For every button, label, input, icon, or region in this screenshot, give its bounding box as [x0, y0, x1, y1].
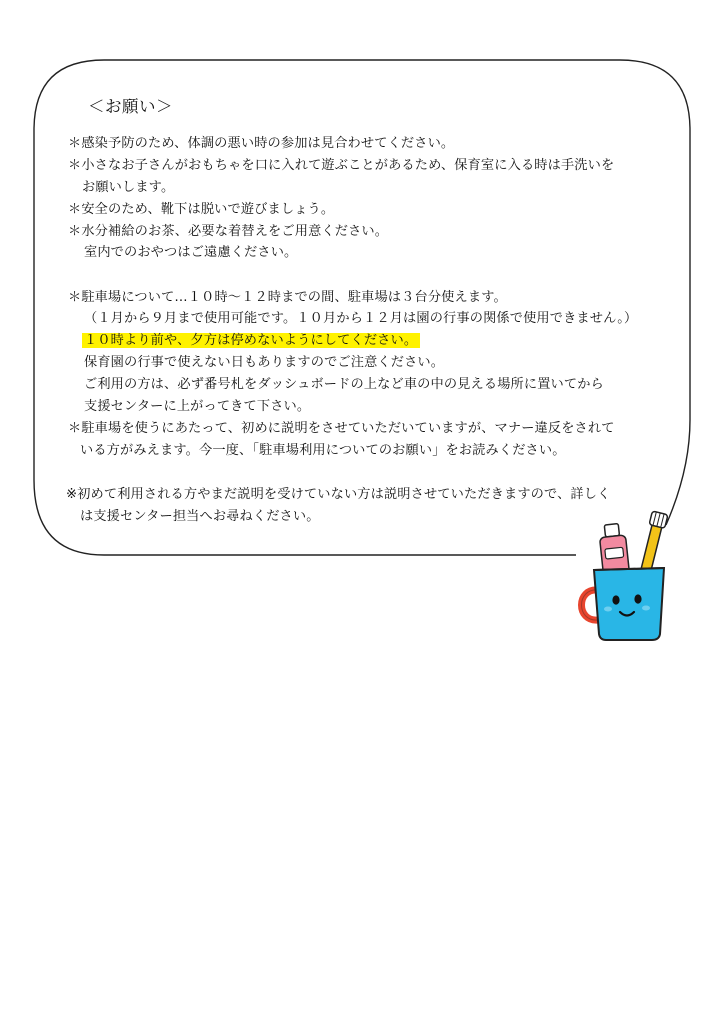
notice-line-snacks: 室内でのおやつはご遠慮ください。	[84, 245, 298, 260]
notice-line-socks: ＊安全のため、靴下は脱いで遊びましょう。	[68, 202, 335, 217]
notice-line-parking-tag: ご利用の方は、必ず番号札をダッシュボードの上など車の中の見える場所に置いてから	[84, 377, 604, 392]
notice-line-first-time: ※初めて利用される方やまだ説明を受けていない方は説明させていただきますので、詳しく	[66, 487, 611, 502]
notice-line-parking-events: 保育園の行事で使えない日もありますのでご注意ください。	[84, 355, 445, 370]
notice-line-illness: ＊感染予防のため、体調の悪い時の参加は見合わせてください。	[68, 136, 455, 151]
toothbrush-cup-icon	[572, 510, 672, 644]
notice-line-handwash: ＊小さなお子さんがおもちゃを口に入れて遊ぶことがあるため、保育室に入る時は手洗いを	[68, 158, 615, 173]
notice-line-manners-cont: いる方がみえます。今一度、「駐車場利用についてのお願い」をお読みください。	[80, 443, 566, 458]
notice-line-handwash-cont: お願いします。	[82, 180, 175, 195]
notice-line-parking-warning	[82, 331, 420, 351]
notice-line-first-time-cont: は支援センター担当へお尋ねください。	[80, 509, 320, 524]
notice-line-parking-tag-cont: 支援センターに上がってきて下さい。	[84, 399, 311, 414]
notice-line-water: ＊水分補給のお茶、必要な着替えをご用意ください。	[68, 224, 389, 239]
highlighted-text: １０時より前や、夕方は停めないようにしてください。	[82, 333, 420, 348]
notice-line-parking: ＊駐車場について…１０時～１２時までの間、駐車場は３台分使えます。	[68, 290, 507, 305]
notice-line-manners: ＊駐車場を使うにあたって、初めに説明をさせていただいていますが、マナー違反をされて	[68, 421, 615, 436]
notice-heading: ＜お願い＞	[88, 97, 173, 116]
notice-line-parking-months: （１月から９月まで使用可能です。１０月から１２月は園の行事の関係で使用できません。）	[84, 311, 638, 326]
